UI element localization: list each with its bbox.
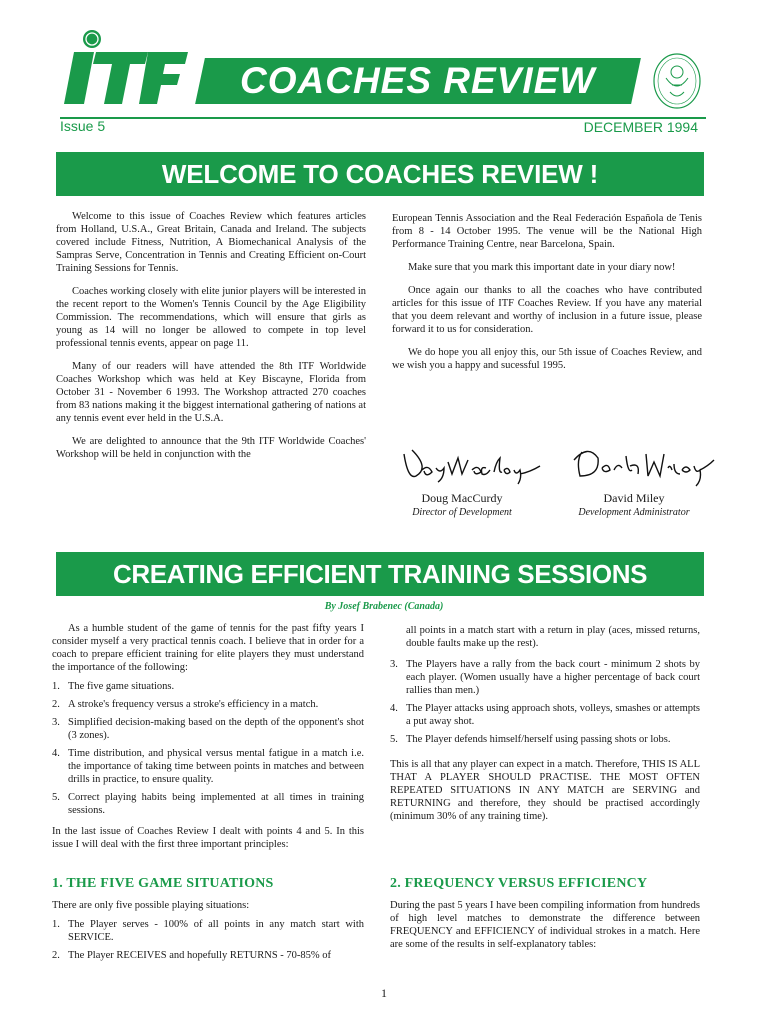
training-heading: CREATING EFFICIENT TRAINING SESSIONS [56,552,704,596]
masthead-title: COACHES REVIEW [240,60,596,101]
list-text: The Player RECEIVES and hopefully RETURNS - 70-85% of [68,950,332,961]
list-text: A stroke's frequency versus a stroke's efficiency in a match. [68,699,319,710]
welcome-paragraph: European Tennis Association and the Real Federación Española de Tenis from 8 - 14 October 1995. The venue will be the National High Performance Training Centre, near Barcelona, Spain. [392,213,702,250]
list-text: The Player attacks using approach shots, volleys, smashes or attempts a put away shot. [406,703,700,727]
page-number: 1 [381,986,387,1000]
list-number: 4. [390,703,398,714]
training-right-column [390,624,700,833]
list-item [52,791,364,817]
welcome-left-column [56,210,366,471]
list-number: 1. [52,681,60,692]
signature-maccurdy [396,440,546,490]
welcome-paragraph: Welcome to this issue of Coaches Review which features articles from Holland, U.S.A., Great Britain, Canada and Ireland. The subjects covered include Fitness, Nutrition, A Biomechanical Analysis of the Sampras Serve, Concentration in Tennis and Creating Efficient on-Court Training Sessions for Tennis. [56,211,366,274]
issue-date: DECEMBER 1994 [583,119,698,135]
signature-miley [568,440,718,490]
list-item [390,702,700,728]
list-text: The Player serves - 100% of all points in any match start with SERVICE. [68,919,364,943]
list-number: 3. [390,659,398,670]
situations-list [52,918,364,962]
list-item [52,716,364,742]
list-number: 1. [52,919,60,930]
list-text: Correct playing habits being implemented at all times in training sessions. [68,792,364,816]
situations-list-continued [390,658,700,746]
list-text: Simplified decision-making based on the depth of the opponent's shot (3 zones). [68,717,364,741]
welcome-paragraph: We are delighted to announce that the 9th ITF Worldwide Coaches' Workshop will be held in conjunction with the [56,436,366,460]
list-item [52,698,364,711]
list-item [52,680,364,693]
section2-body [390,899,700,961]
principles-list [52,680,364,817]
welcome-paragraph: Once again our thanks to all the coaches who have contributed articles for this issue of ITF Coaches Review. If you have any material that you deem relevant and worthy of inclusion in a future issue, please forward it to us for consideration. [392,285,702,335]
list-text: The five game situations. [68,681,175,692]
list-text: Time distribution, and physical versus mental fatigue in a match i.e. the importance of taking time between points in matches and between drills in practice, to ensure quality. [68,748,364,785]
welcome-paragraph: Coaches working closely with elite junior players will be interested in the recent report to the Women's Tennis Council by the Age Eligibility Commission. The recommendations, which will ensure that girls as young as 14 will no longer be allowed to compete in top level professional tennis events, appear on page 11. [56,286,366,349]
list-item [52,918,364,944]
list-number: 4. [52,748,60,759]
list-number: 5. [52,792,60,803]
list-item [52,747,364,786]
welcome-right-column [392,212,702,382]
section1-intro: There are only five possible playing situations: [52,900,250,911]
signatory-title: Director of Development [412,507,512,518]
training-intro: As a humble student of the game of tennis for the past fifty years I consider myself a very practical tennis coach. I believe that in order for a coach to prepare efficient training for elite players they must understand the importance of the following: [52,623,364,673]
list-number: 3. [52,717,60,728]
list-item [390,658,700,697]
issue-number: Issue 5 [60,118,106,134]
transition-paragraph: In the last issue of Coaches Review I dealt with points 4 and 5. In this issue I will deal with the first three important principles: [52,826,364,850]
masthead-title-bar [195,58,641,104]
list-number: 2. [52,699,60,710]
signatory-name: Doug MacCurdy [421,491,503,505]
signatory-name: David Miley [603,491,665,505]
welcome-paragraph: Make sure that you mark this important date in your diary now! [408,262,676,273]
emblem-icon [652,52,702,110]
section-heading-frequency: 2. FREQUENCY VERSUS EFFICIENCY [390,876,648,891]
signatory-title: Development Administrator [578,507,690,518]
welcome-paragraph: We do hope you all enjoy this, our 5th issue of Coaches Review, and we wish you a happy and sucessful 1995. [392,347,702,371]
list-number: 2. [52,950,60,961]
list-text: The Players have a rally from the back court - minimum 2 shots by each player. (Women usually have a higher percentage of back court rallies than men.) [406,659,700,696]
welcome-heading: WELCOME TO COACHES REVIEW ! [56,152,704,196]
itf-logo [60,28,190,108]
list-item [52,949,364,962]
welcome-paragraph: Many of our readers will have attended the 8th ITF Worldwide Coaches Workshop which was held at Key Biscayne, Florida from October 31 - November 6 1993. The Workshop attracted 270 coaches from 83 nations making it the biggest international gathering of nations at any tennis event ever held in the U.S.A. [56,361,366,424]
list-item [390,733,700,746]
conclusion-paragraph: This is all that any player can expect in a match. Therefore, THIS IS ALL THAT A PLAYER SHOULD PRACTISE. THE MOST OFTEN REPEATED SITUATIONS IN ANY MATCH are SERVING and RETURNING and therefore, they should be practised accordingly (minimum 30% of any training time). [390,759,700,822]
section2-text: During the past 5 years I have been compiling information from hundreds of high level matches to demonstrate the difference between FREQUENCY and EFFICIENCY of individual strokes in a match. Here are some of the results in self-explanatory tables: [390,900,700,950]
byline: By Josef Brabenec (Canada) [324,601,444,612]
list-text: The Player defends himself/herself using passing shots or lobs. [406,734,671,745]
section1-body [52,899,364,970]
situation-continued: all points in a match start with a return in play (aces, missed returns, double faults make up the rest). [406,625,700,649]
training-left-column [52,622,364,861]
section-heading-five-situations: 1. THE FIVE GAME SITUATIONS [52,876,274,891]
list-number: 5. [390,734,398,745]
